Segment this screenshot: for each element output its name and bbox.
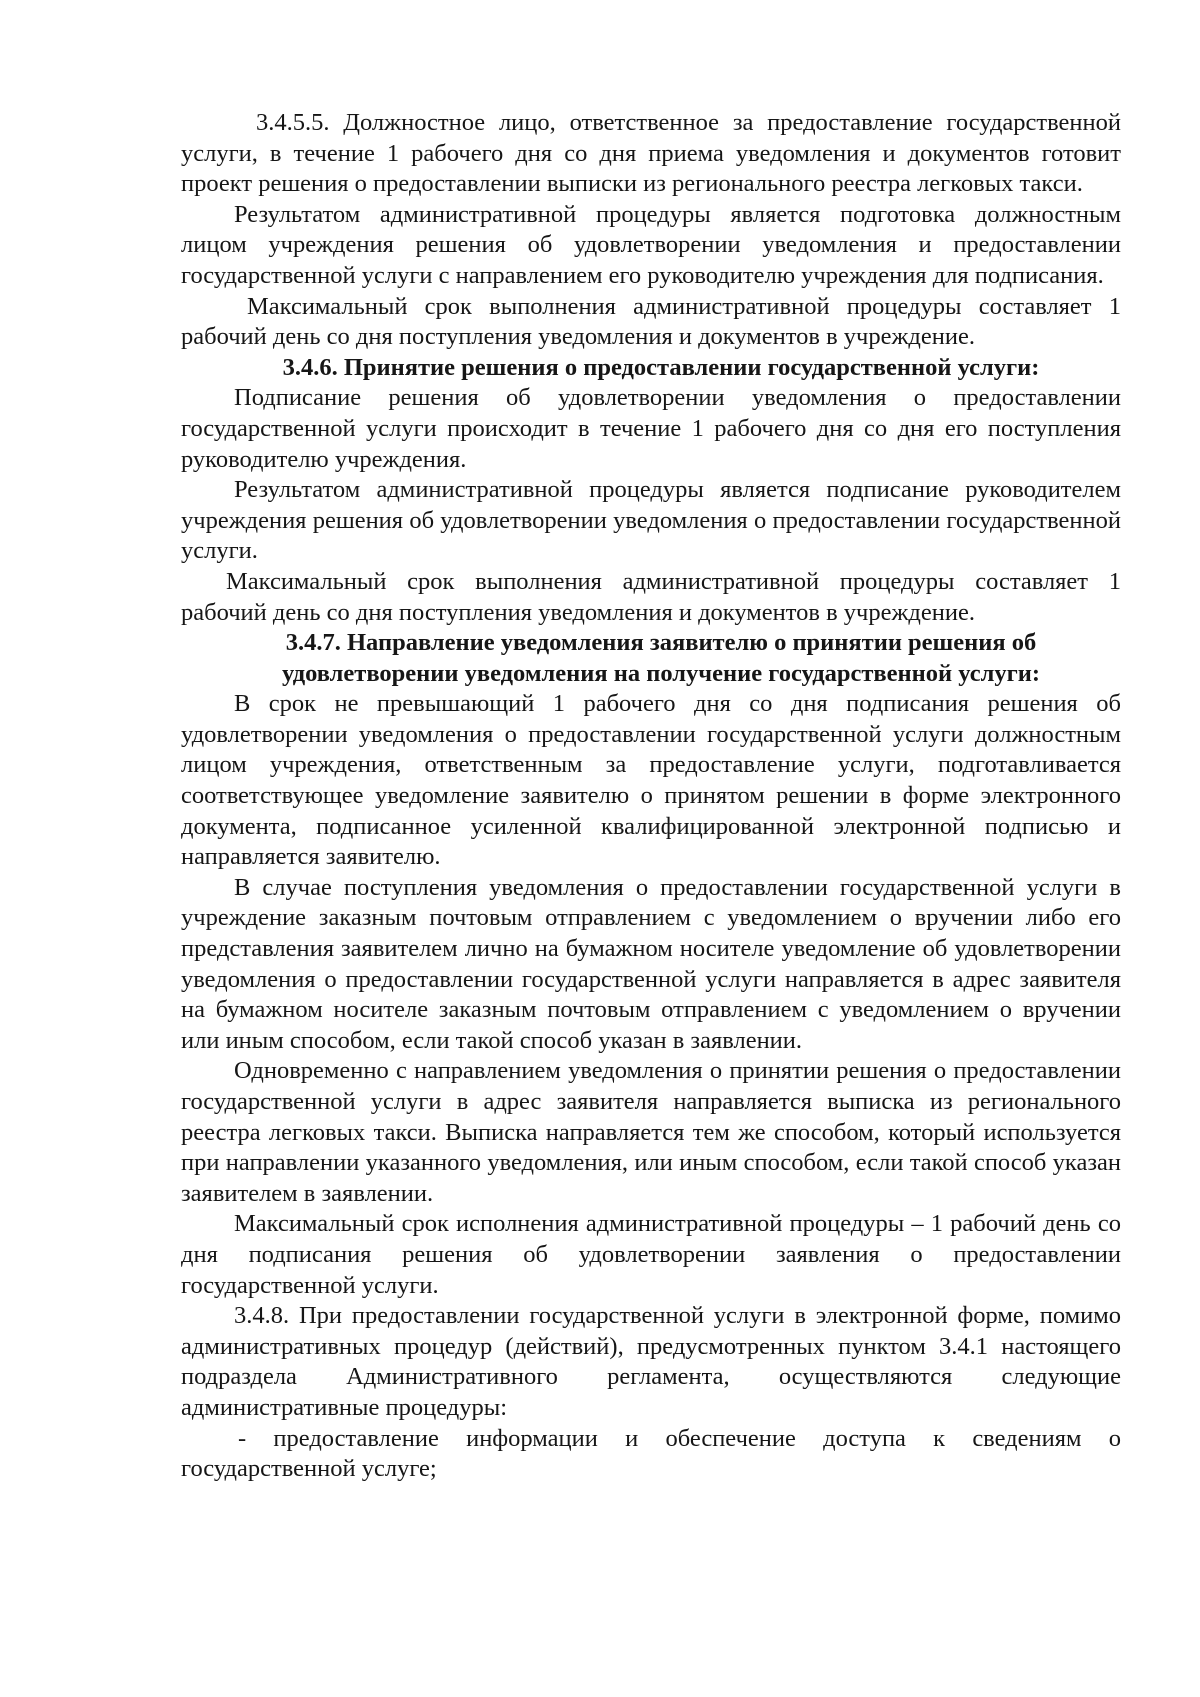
paragraph-signing-decision: Подписание решения об удовлетворении уведомления о предоставлении государственной услуги происходит в течение 1 рабочего дня со дня его поступления руководителю учреждения. bbox=[181, 384, 1121, 473]
paragraph-notification-deadline: В срок не превышающий 1 рабочего дня со дня подписания решения об удовлетворении уведомления о предоставлении государственной услуги должностным лицом учреждения, ответственным за предоставление услуги, подготавливается соответствующее уведомление заявителю о принятом решении в форме электронного документа, подписанное усиленной квалифицированной электронной подписью и направляется заявителю. bbox=[181, 690, 1121, 871]
paragraph-max-term-1: Максимальный срок выполнения административной процедуры составляет 1 рабочий день со дня поступления уведомления и документов в учреждение. bbox=[181, 292, 1121, 351]
paragraph-max-term-2: Максимальный срок выполнения административной процедуры составляет 1 рабочий день со дня поступления уведомления и документов в учреждение. bbox=[181, 567, 1121, 626]
paragraph-postal-notification: В случае поступления уведомления о предоставлении государственной услуги в учреждение заказным почтовым отправлением с уведомлением о вручении либо его представления заявителем лично на бумажном носителе уведомление об удовлетворении уведомления о предоставлении государственной услуги направляется в адрес заявителя на бумажном носителе заказным почтовым отправлением с уведомлением о вручении или иным способом, если такой способ указан в заявлении. bbox=[181, 873, 1121, 1054]
section-heading-3-4-7-line2: удовлетворении уведомления на получение государственной услуги: bbox=[282, 659, 1040, 687]
paragraph-3-4-5-5: 3.4.5.5. Должностное лицо, ответственное за предоставление государственной услуги, в течение 1 рабочего дня со дня приема уведомления и документов готовит проект решения о предоставлении выписки из регионального реестра легковых такси. bbox=[181, 109, 1121, 198]
paragraph-result-signing: Результатом административной процедуры является подписание руководителем учреждения решения об удовлетворении уведомления о предоставлении государственной услуги. bbox=[181, 476, 1121, 565]
paragraph-max-term-3: Максимальный срок исполнения административной процедуры – 1 рабочий день со дня подписания решения об удовлетворении заявления о предоставлении государственной услуги. bbox=[181, 1210, 1121, 1299]
section-heading-3-4-7 bbox=[181, 628, 1121, 689]
list-item-information-access: - предоставление информации и обеспечение доступа к сведениям о государственной услуге; bbox=[181, 1424, 1121, 1483]
paragraph-3-4-8: 3.4.8. При предоставлении государственной услуги в электронной форме, помимо административных процедур (действий), предусмотренных пунктом 3.4.1 настоящего подраздела Административного регламента, осуществляются следующие административные процедуры: bbox=[181, 1302, 1121, 1421]
section-heading-3-4-6: 3.4.6. Принятие решения о предоставлении государственной услуги: bbox=[282, 353, 1040, 381]
document-body bbox=[181, 108, 1121, 1485]
paragraph-result-preparation: Результатом административной процедуры является подготовка должностным лицом учреждения решения об удовлетворении уведомления и предоставлении государственной услуги с направлением его руководителю учреждения для подписания. bbox=[181, 200, 1121, 289]
paragraph-registry-extract: Одновременно с направлением уведомления о принятии решения о предоставлении государственной услуги в адрес заявителя направляется выписка из регионального реестра легковых такси. Выписка направляется тем же способом, который используется при направлении указанного уведомления, или иным способом, если такой способ указан заявителем в заявлении. bbox=[181, 1057, 1121, 1207]
section-heading-3-4-7-line1: 3.4.7. Направление уведомления заявителю о принятии решения об bbox=[285, 629, 1037, 657]
